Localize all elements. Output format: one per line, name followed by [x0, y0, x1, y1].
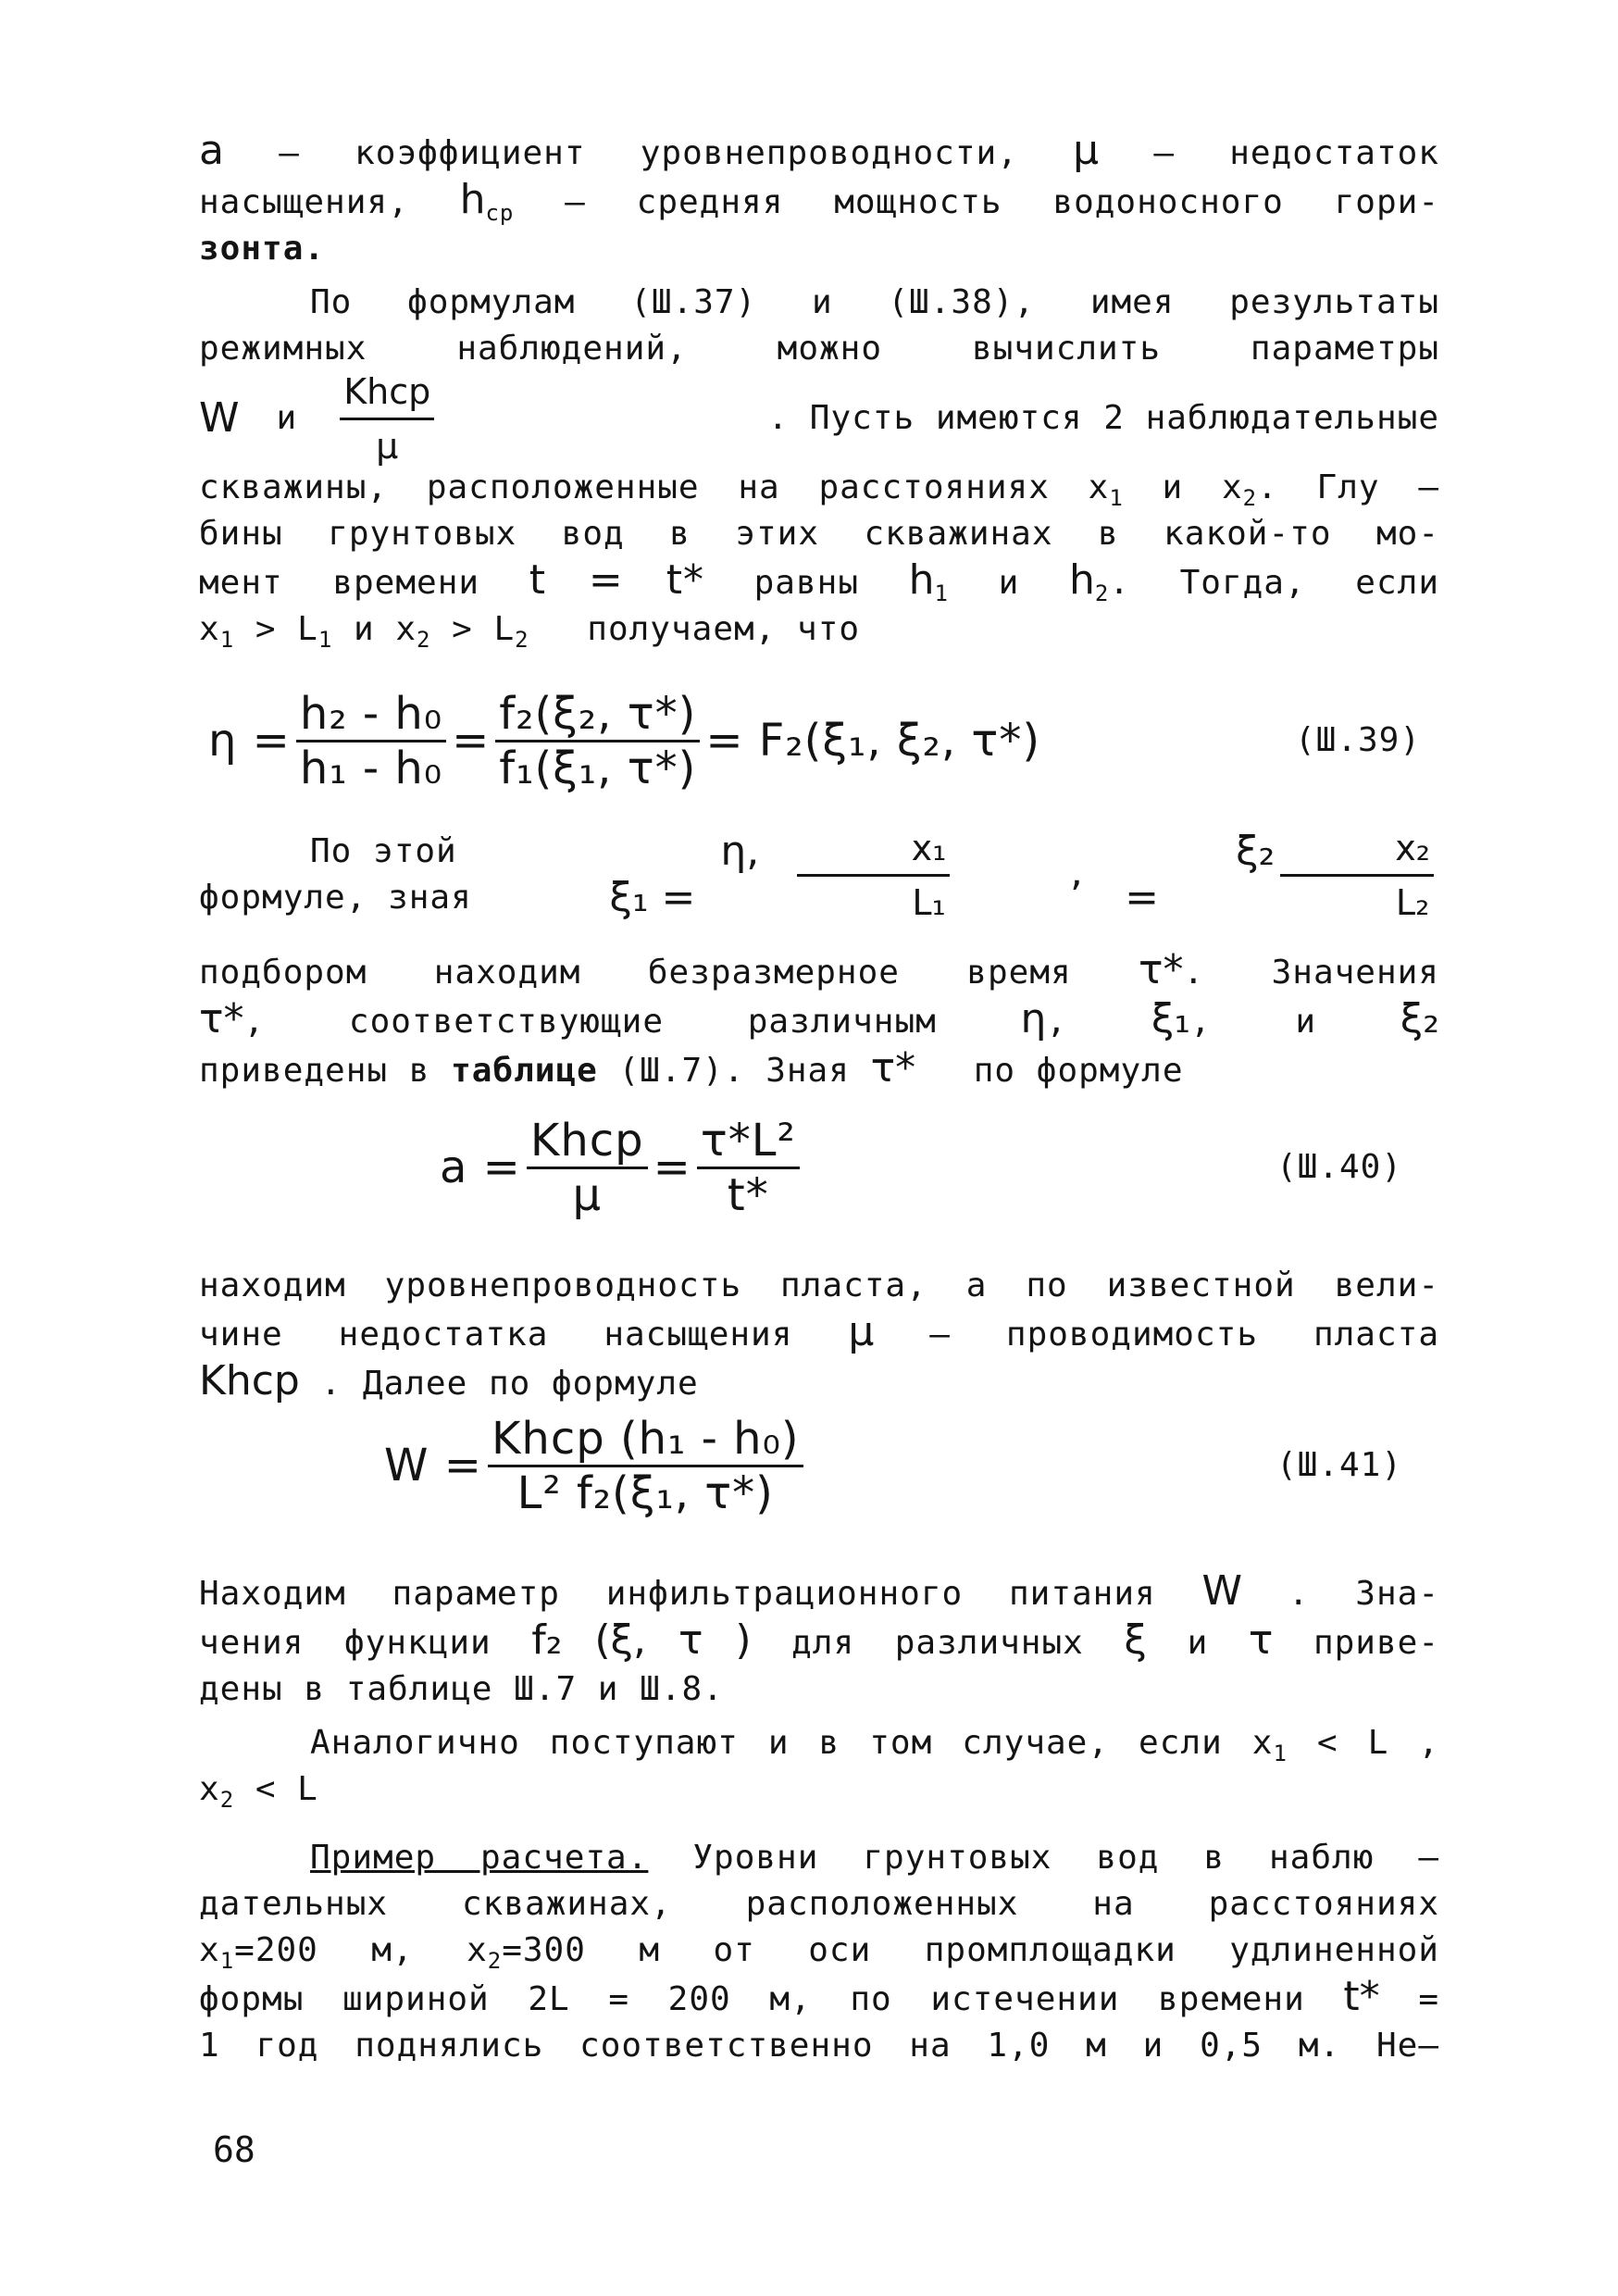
- text-line: скважины, расположенные на расстояниях $x_1$ и $x_2$. Глу –: [199, 468, 1439, 511]
- text-line: находим уровнепроводность пласта, а по известной вели-: [199, 1267, 1439, 1304]
- text-line: a – коэффициент уровнепроводности, μ – недостаток: [199, 127, 1439, 174]
- page-number: 68: [213, 2129, 255, 2170]
- text-line: приведены в таблице (Ш.7). Зная τ* по формуле: [199, 1044, 1184, 1092]
- text-line: W и $\frac{\text{Khcp}}{\mu}$ . Пусть имеются 2 наблюдательные: [199, 372, 1439, 465]
- equation-sh39: η = $\frac{\text{h₂ - h₀}}{\text{h₁ - h₀}}$ = $\frac{\text{f₂(ξ₂, τ*)}}{\text{f₁(ξ₁, τ*)}}$ = F₂(ξ₁, ξ₂, τ*) (Ш.39): [208, 687, 1421, 794]
- text-line: Пример расчета. Уровни грунтовых вод в наблю –: [310, 1839, 1440, 1877]
- text-line: $x_1=200$ м, $x_2=300$ м от оси промплощадки удлиненной: [199, 1931, 1439, 1974]
- text-line: режимных наблюдений, можно вычислить параметры: [199, 330, 1439, 368]
- equation-number: (Ш.41): [1276, 1446, 1402, 1484]
- text-line: мент времени t = t* равны $h_1$ и $h_2$. Тогда, если: [199, 556, 1439, 606]
- text-line: Находим параметр инфильтрационного питания W . Зна-: [199, 1567, 1439, 1615]
- text-line: $x_2 < L$: [199, 1770, 318, 1813]
- page-text: [199, 128, 1439, 2069]
- text-line: бины грунтовых вод в этих скважинах в какой-то мо-: [199, 515, 1439, 553]
- text-line: насыщения, $h_{cp}$ – средняя мощность водоносного гори-: [199, 176, 1439, 226]
- text-line: дательных скважинах, расположенных на расстояниях: [199, 1885, 1439, 1923]
- text-line: чения функции f₂ (ξ, τ ) для различных ξ и τ приве-: [199, 1616, 1440, 1664]
- text-line: По формулам (Ш.37) и (Ш.38), имея результаты: [310, 283, 1439, 321]
- text-line: τ*, соответствующие различным η, ξ₁, и ξ₂: [199, 995, 1439, 1042]
- symbol-W: W: [199, 394, 240, 442]
- equation-number: (Ш.39): [1294, 721, 1421, 759]
- text-line: Khcp . Далее по формуле: [199, 1357, 699, 1404]
- text-line: чине недостатка насыщения μ – проводимость пласта: [199, 1308, 1439, 1355]
- text-line: зонта.: [199, 230, 326, 268]
- text-line: 1 год поднялись соответственно на 1,0 м и 0,5 м. Не–: [199, 2027, 1439, 2065]
- text-line: Аналогично поступают и в том случае, если $x_1 < L$ ,: [310, 1724, 1439, 1766]
- text-line: По этой формуле, зная η, ξ₁ = $\frac{\text{x₁}}{\text{L₁}}$ , ξ₂ = $\frac{\text{x₂}}{\text{L₂}}$: [199, 829, 1439, 921]
- text-line: $x_1 > L_1$ и $x_2 > L_2$ получаем, что: [199, 610, 861, 653]
- text-line: дены в таблице Ш.7 и Ш.8.: [199, 1670, 724, 1708]
- text-line: подбором находим безразмерное время τ*. Значения: [199, 946, 1439, 993]
- example-heading: Пример расчета.: [310, 1839, 649, 1877]
- equation-sh41: W = $\frac{\text{Khcp (h₁ - h₀)}}{\text{L² f₂(ξ₁, τ*)}}$ (Ш.41): [384, 1412, 1402, 1519]
- equation-number: (Ш.40): [1276, 1148, 1402, 1186]
- text-line: формы шириной 2L = 200 м, по истечении времени t* =: [199, 1973, 1439, 2020]
- symbol-a: a: [199, 127, 224, 174]
- equation-sh40: a = $\frac{\text{Khcp}}{\mu}$ = $\frac{\text{τ*L²}}{t*}$ (Ш.40): [440, 1114, 1402, 1221]
- symbol-mu: μ: [1073, 127, 1100, 174]
- fraction-khcp-mu: $\frac{\text{Khcp}}{\mu}$: [340, 368, 434, 470]
